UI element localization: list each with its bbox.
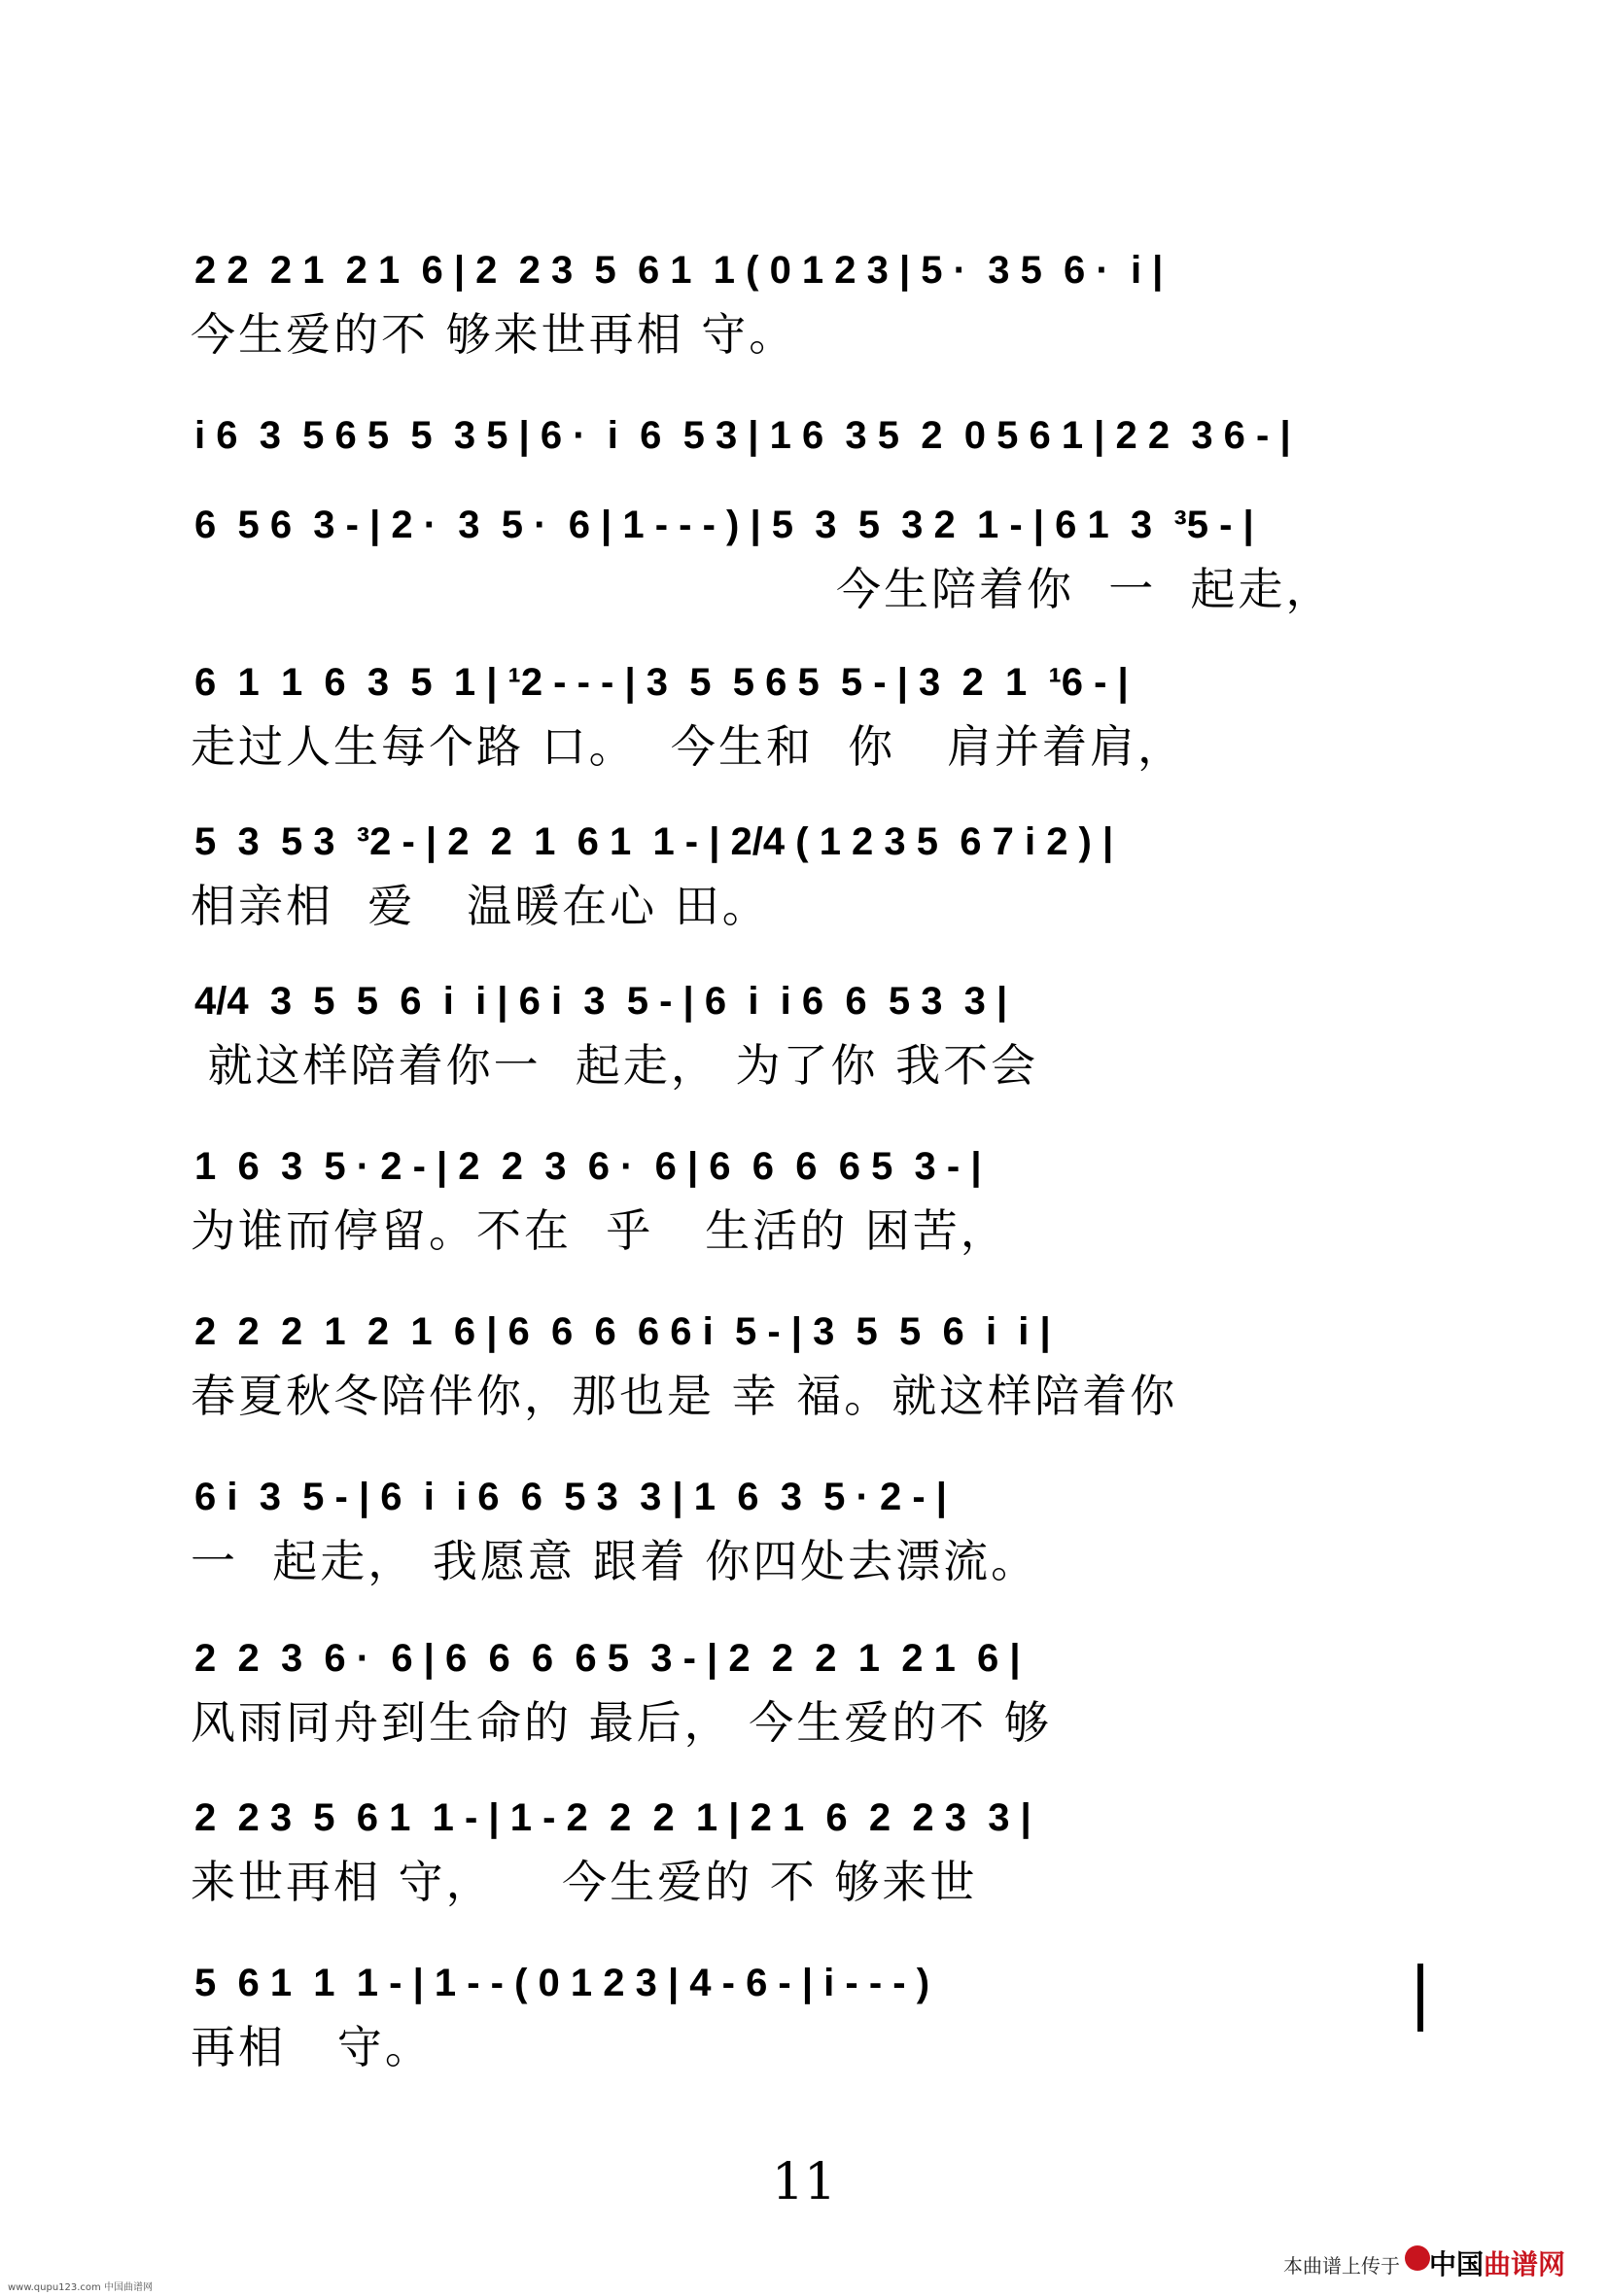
notation-line: 2 2 2 1 2 1 6 | 2 2 3 5 6 1 1 ( 0 1 2 3 | 5 · 3 5 6 · i | (194, 249, 1164, 292)
lyric-line: 来世再相 守， 今生爱的 不 够来世 (191, 1856, 978, 1908)
notation-line: 2 2 3 6 · 6 | 6 6 6 6 5 3 - | 2 2 2 1 2 1 6 | (194, 1637, 1021, 1680)
notation-line: 6 1 1 6 3 5 1 | ¹2 - - - | 3 5 5 6 5 5 - | 3 2 1 ¹6 - | (194, 661, 1129, 704)
lyric-line: 就这样陪着你一 起走， 为了你 我不会 (191, 1039, 1039, 1092)
lyric-line: 春夏秋冬陪伴你，那也是 幸 福。就这样陪着你 (191, 1370, 1178, 1422)
site-logo-icon (1405, 2245, 1430, 2271)
notation-line: 2 2 2 1 2 1 6 | 6 6 6 6 6 i 5 - | 3 5 5 6 i i | (194, 1310, 1051, 1353)
notation-line: i 6 3 5 6 5 5 3 5 | 6 · i 6 5 3 | 1 6 3 5 2 0 5 6 1 | 2 2 3 6 - | (194, 414, 1291, 457)
lyric-line: 相亲相 爱 温暖在心 田。 (191, 880, 770, 932)
brand-cn: 中国 (1429, 2248, 1485, 2280)
notation-line: 6 i 3 5 - | 6 i i 6 6 5 3 3 | 1 6 3 5 · 2 - | (194, 1476, 947, 1518)
lyric-line: 再相 守。 (191, 2021, 433, 2073)
notation-line: 5 6 1 1 1 - | 1 - - ( 0 1 2 3 | 4 - 6 - | i - - - ) (194, 1962, 930, 2004)
notation-line: 2 2 3 5 6 1 1 - | 1 - 2 2 2 1 | 2 1 6 2 2 3 3 | (194, 1796, 1031, 1839)
lyric-line: 一 起走， 我愿意 跟着 你四处去漂流。 (191, 1535, 1039, 1587)
lyric-line: 今生爱的不 够来世再相 守。 (191, 308, 797, 361)
upload-credit: 本曲谱上传于 (1283, 2254, 1400, 2278)
notation-line: 5 3 5 3 ³2 - | 2 2 1 6 1 1 - | 2/4 ( 1 2 3 5 6 7 i 2 ) | (194, 820, 1114, 863)
lyric-line: 为谁而停留。不在 乎 生活的 困苦， (191, 1204, 1008, 1257)
brand-red: 曲谱网 (1484, 2248, 1566, 2280)
notation-line: 4/4 3 5 5 6 i i | 6 i 3 5 - | 6 i i 6 6 5 3 3 | (194, 980, 1008, 1023)
lyric-line: 风雨同舟到生命的 最后， 今生爱的不 够 (191, 1696, 1052, 1749)
notation-line: 1 6 3 5 · 2 - | 2 2 3 6 · 6 | 6 6 6 6 5 3 - | (194, 1145, 982, 1188)
page-number: 11 (771, 2153, 837, 2211)
site-brand (1429, 2244, 1565, 2282)
lyric-line: 走过人生每个路 口。 今生和 你 肩并着肩， (191, 720, 1185, 773)
final-barline (1417, 1964, 1423, 2032)
notation-line: 6 5 6 3 - | 2 · 3 5 · 6 | 1 - - - ) | 5 3 5 3 2 1 - | 6 1 3 ³5 - | (194, 504, 1254, 546)
lyric-line: 今生陪着你 一 起走， (836, 563, 1334, 615)
watermark-left: www.qupu123.com 中国曲谱网 (8, 2282, 153, 2293)
